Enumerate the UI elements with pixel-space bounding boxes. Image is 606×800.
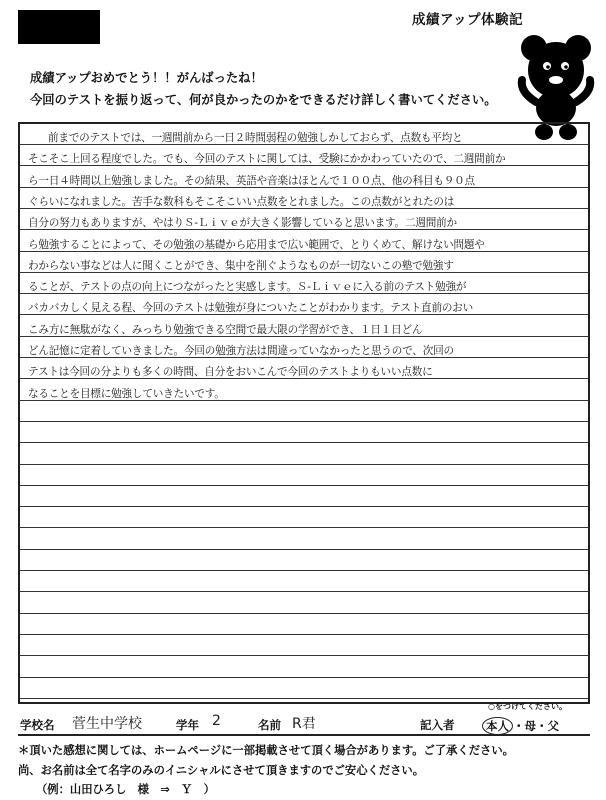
essay-line: どん記憶に定着していきました。今回の勉強方法は間違っていなかったと思うので、次回の (28, 345, 454, 357)
grade-label: 学年 (176, 718, 199, 732)
ruled-line (20, 464, 588, 465)
ruled-line (20, 698, 588, 699)
ruled-line (20, 527, 588, 528)
name-value: R君 (292, 716, 316, 732)
essay-line: ぐらいになれました。苦手な数科もそこそこいい点数をとれました。この点数がとれたのは (28, 195, 455, 208)
writer-option-parents: ・母・父 (513, 719, 559, 733)
essay-line: なることを目標に勉強していきたいです。 (28, 387, 225, 400)
circle-instruction: ○をつけてください。 (488, 702, 567, 711)
essay-paper (18, 122, 590, 704)
name-label: 名前 (258, 718, 281, 732)
essay-line: 自分の努力もありますが、やはりＳ-Ｌｉｖｅが大きく影響していると思います。二週間前か (28, 217, 457, 230)
writer-label: 記入者 (420, 718, 455, 732)
redacted-block (18, 10, 100, 44)
ruled-line (20, 421, 588, 422)
ruled-line (20, 613, 588, 614)
essay-line: ることが、テストの点の向上につながったと実感します。Ｓ-Ｌｉｖｅに入る前のテスト勉強が (28, 281, 467, 294)
page-title: 成績アップ体験記 (412, 12, 524, 28)
writer-options (482, 717, 559, 735)
essay-line: テストは今回の分よりも多くの時間、自分をおいこんで今回のテストよりもいい点数に (28, 366, 433, 379)
ruled-line (20, 549, 588, 550)
intro-line-1: 成績アップおめでとう！！がんばったね！ (30, 71, 263, 85)
ruled-line (20, 591, 588, 592)
notice-line-3: （例：山田ひろし 様 ⇒ Ｙ ） (36, 783, 215, 796)
ruled-line (20, 634, 588, 635)
ruled-line (20, 485, 588, 486)
ruled-line (20, 442, 588, 443)
school-value: 菅生中学校 (72, 716, 142, 732)
intro-line-2: 今回のテストを振り返って、何が良かったのかをできるだけ詳しく書いてください。 (30, 93, 497, 107)
essay-line: ら一日４時間以上勉強しました。その結果、英語や音楽はほとんで１００点、他の科目も９０点 (28, 174, 475, 187)
ruled-line (20, 570, 588, 571)
essay-line: バカバカしく見える程、今回のテストは勉強が身についたことがわかります。テスト直前のおい (28, 302, 474, 315)
writer-option-self-circled: 本人 (482, 717, 513, 735)
essay-line: わからない事などは人に聞くことができ、集中を削ぐようなものが一切ないこの塾で勉強す (28, 259, 454, 272)
essay-line: そこそこ上回る程度でした。でも、今回のテストに関しては、受験にかかわっていたので、二週間前か (28, 153, 506, 166)
ruled-line (20, 677, 588, 678)
notice-line-2: 尚、お名前は全て名字のみのイニシャルにさせて頂きますのでご安心ください。 (18, 764, 425, 777)
ruled-line (20, 655, 588, 656)
school-label: 学校名 (20, 718, 55, 732)
essay-line: こみ方に無駄がなく、みっちり勉強できる空間で最大限の学習ができ、１日１日どん (28, 323, 423, 336)
essay-line: 前までのテストでは、一週間前から一日２時間弱程の勉強しかしておらず、点数も平均と (48, 132, 463, 144)
grade-value: 2 (212, 713, 221, 729)
ruled-line (20, 506, 588, 507)
notice-line-1: ＊頂いた感想に関しては、ホームページに一部掲載させて頂く場合があります。ご了承ください。 (18, 744, 514, 757)
essay-line: ら勉強することによって、その勉強の基礎から応用まで広い範囲で、とりくめて、解けない問題や (28, 238, 485, 251)
